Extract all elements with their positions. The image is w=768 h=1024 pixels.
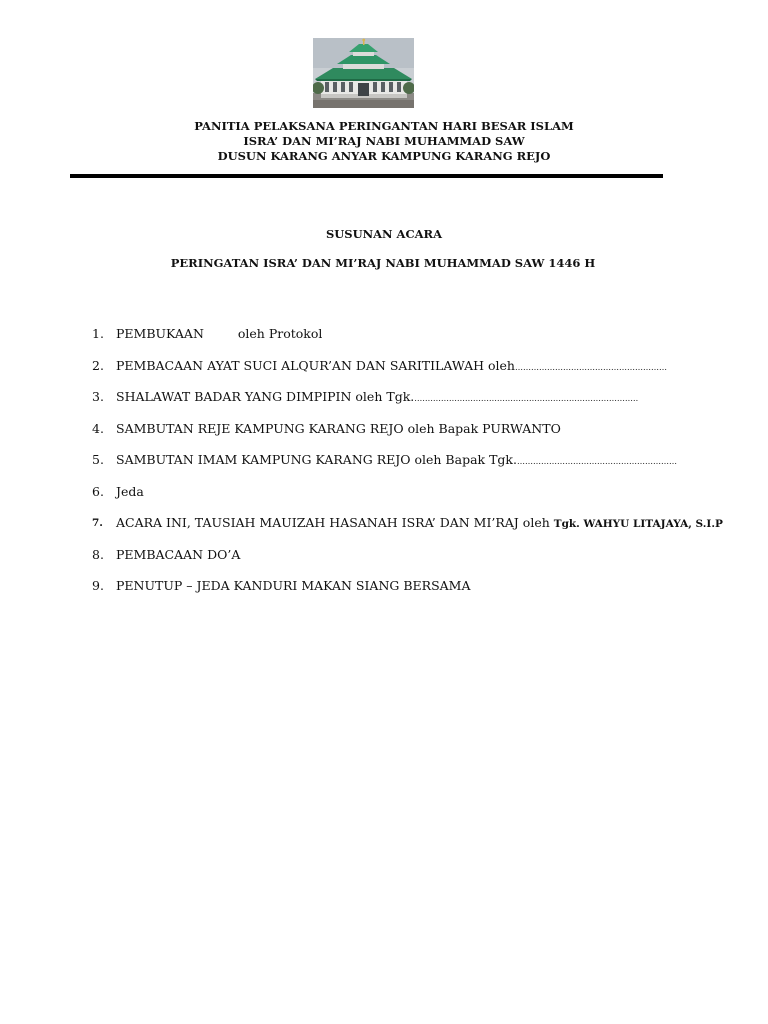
document-title: SUSUNAN ACARA: [325, 227, 443, 241]
fill-in-dots: …………………………………………………: [514, 362, 667, 372]
agenda-number: 8.: [92, 546, 104, 562]
mosque-photo-icon: [313, 38, 414, 108]
agenda-text: PEMBACAAN DO’A: [116, 546, 241, 562]
agenda-text: ACARA INI, TAUSIAH MAUIZAH HASANAH ISRA’ DAN MI’RAJ oleh: [116, 515, 554, 530]
agenda-text: PEMBACAAN AYAT SUCI ALQUR’AN DAN SARITILAWAH oleh: [116, 357, 515, 373]
agenda-text: PENUTUP – JEDA KANDURI MAKAN SIANG BERSAMA: [116, 578, 471, 593]
location-heading: DUSUN KARANG ANYAR KAMPUNG KARANG REJO: [217, 149, 551, 163]
agenda-number: 1.: [92, 326, 104, 341]
agenda-number: 2.: [92, 357, 104, 373]
fill-in-dots: ……………………………………………………: [516, 457, 677, 466]
event-heading: ISRA’ DAN MI’RAJ NABI MUHAMMAD SAW: [243, 134, 525, 148]
agenda-number: 6.: [92, 483, 104, 499]
agenda-number: 5.: [92, 452, 104, 467]
agenda-text: PEMBUKAAN: [116, 326, 204, 341]
agenda-number: 4.: [92, 420, 104, 436]
agenda-number: 9.: [92, 578, 104, 593]
agenda-text: SAMBUTAN IMAM KAMPUNG KARANG REJO oleh Bapak Tgk.: [116, 452, 517, 467]
agenda-text: Jeda: [116, 483, 144, 499]
fill-in-dots: …………………………………………………………………………: [414, 394, 639, 403]
agenda-number: 3.: [92, 389, 104, 404]
agenda-by: oleh Protokol: [237, 326, 323, 341]
speaker-name: Tgk. WAHYU LITAJAYA, S.I.P: [553, 518, 723, 530]
agenda-text: SHALAWAT BADAR YANG DIMPIPIN oleh Tgk.: [116, 389, 415, 404]
document-subtitle: PERINGATAN ISRA’ DAN MI’RAJ NABI MUHAMMAD SAW 1446 H: [170, 256, 596, 270]
committee-heading: PANITIA PELAKSANA PERINGANTAN HARI BESAR ISLAM: [194, 119, 574, 133]
agenda-text: SAMBUTAN REJE KAMPUNG KARANG REJO oleh Bapak PURWANTO: [116, 420, 561, 436]
header-divider: [70, 174, 663, 178]
agenda-number: 7.: [92, 517, 103, 529]
